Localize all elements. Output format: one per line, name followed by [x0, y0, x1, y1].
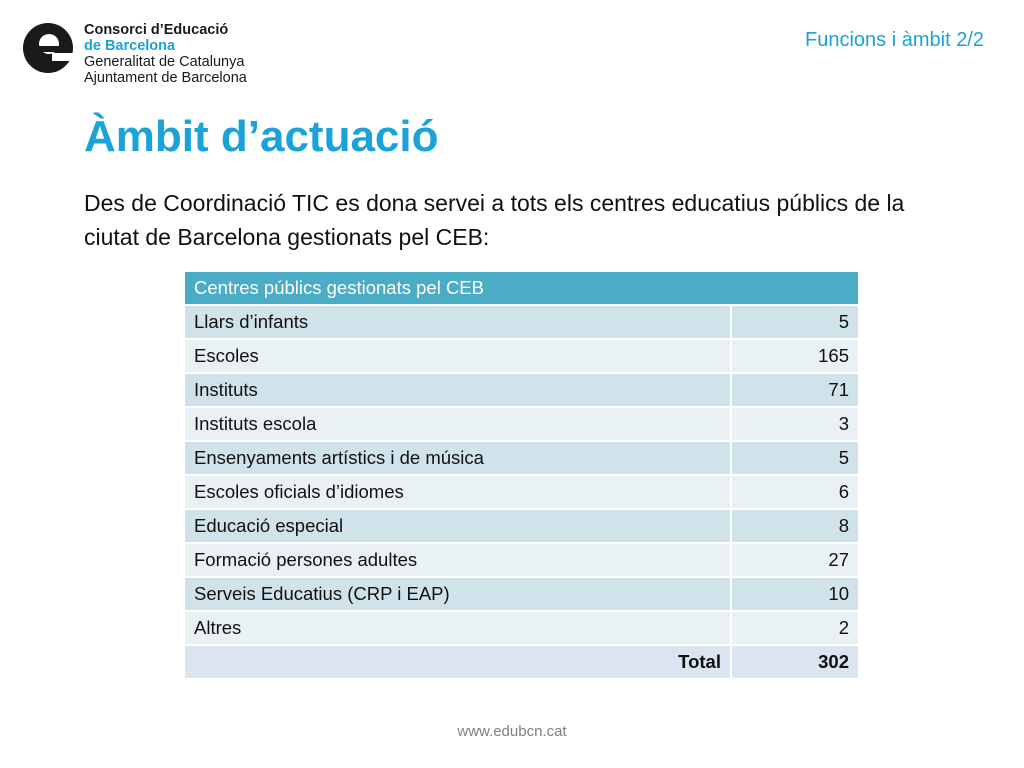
section-tag: Funcions i àmbit 2/2 — [805, 29, 984, 51]
table-row — [184, 475, 859, 509]
row-value: 5 — [731, 441, 859, 475]
row-value: 71 — [731, 373, 859, 407]
table-row — [184, 509, 859, 543]
row-value: 10 — [731, 577, 859, 611]
table-header: Centres públics gestionats pel CEB — [184, 271, 859, 305]
table-row — [184, 441, 859, 475]
footer-url: www.edubcn.cat — [457, 723, 567, 740]
row-value: 27 — [731, 543, 859, 577]
row-value: 5 — [731, 305, 859, 339]
row-label: Instituts — [184, 373, 731, 407]
e-letter-logo-icon — [22, 22, 74, 74]
logo-line-4: Ajuntament de Barcelona — [84, 70, 247, 86]
table-row — [184, 543, 859, 577]
row-value: 2 — [731, 611, 859, 645]
logo-text — [84, 22, 247, 86]
logo-line-3: Generalitat de Catalunya — [84, 54, 245, 70]
table-row — [184, 577, 859, 611]
table-row — [184, 407, 859, 441]
page-title: Àmbit d’actuació — [84, 112, 439, 161]
table-row — [184, 305, 859, 339]
row-label: Llars d’infants — [184, 305, 731, 339]
row-label: Ensenyaments artístics i de música — [184, 441, 731, 475]
row-label: Educació especial — [184, 509, 731, 543]
total-value: 302 — [731, 645, 859, 679]
row-label: Altres — [184, 611, 731, 645]
row-value: 8 — [731, 509, 859, 543]
row-label: Escoles — [184, 339, 731, 373]
row-value: 165 — [731, 339, 859, 373]
row-label: Instituts escola — [184, 407, 731, 441]
intro-text: Des de Coordinació TIC es dona servei a tots els centres educatius públics de la ciutat de Barcelona gestionats pel CEB: — [84, 190, 905, 250]
row-label: Escoles oficials d’idiomes — [184, 475, 731, 509]
logo-line-2: de Barcelona — [84, 38, 176, 54]
logo-line-1: Consorci d’Educació — [84, 22, 229, 38]
total-label: Total — [184, 645, 731, 679]
centres-table — [183, 270, 860, 680]
table-total-row — [184, 645, 859, 679]
table-row — [184, 611, 859, 645]
table-row — [184, 339, 859, 373]
table-row — [184, 373, 859, 407]
logo — [22, 22, 247, 86]
row-value: 3 — [731, 407, 859, 441]
row-value: 6 — [731, 475, 859, 509]
row-label: Serveis Educatius (CRP i EAP) — [184, 577, 731, 611]
row-label: Formació persones adultes — [184, 543, 731, 577]
